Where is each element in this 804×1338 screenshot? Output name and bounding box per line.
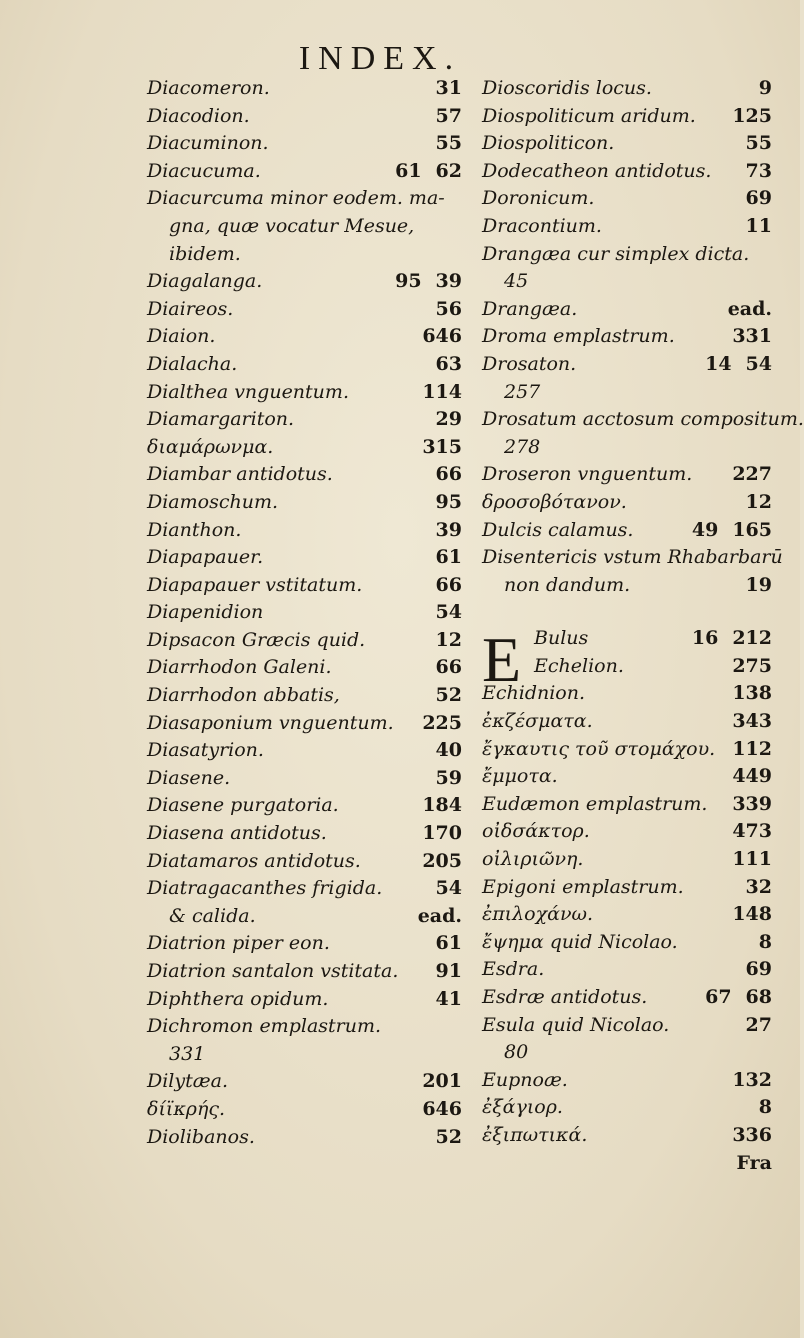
page-reference — [412, 903, 462, 931]
left-column — [147, 75, 462, 1151]
index-entry — [482, 461, 772, 489]
index-term: Dracontium. — [482, 214, 602, 237]
drop-cap-letter: E — [482, 624, 522, 695]
page-reference — [430, 406, 462, 434]
page-number: 148 — [732, 903, 772, 926]
page-reference — [430, 517, 462, 545]
index-entry — [482, 846, 772, 874]
index-entry — [482, 901, 772, 929]
page-number: Fra — [736, 1151, 772, 1174]
page-reference — [430, 572, 462, 600]
page-reference — [430, 296, 462, 324]
page-reference — [726, 103, 772, 131]
index-entry — [147, 627, 462, 655]
index-entry — [147, 544, 462, 572]
index-entry — [482, 544, 783, 572]
page-number: 11 — [745, 214, 772, 237]
index-term: Diapenidion — [147, 601, 264, 624]
index-entry — [482, 708, 772, 736]
page-reference — [722, 296, 772, 324]
page-number: 57 — [435, 104, 462, 127]
page-number: 275 — [732, 654, 772, 677]
page-number: 473 — [732, 820, 772, 843]
index-entry — [147, 185, 462, 213]
page-reference — [726, 736, 772, 764]
index-entry — [147, 986, 462, 1014]
index-entry — [482, 268, 772, 296]
page-number: 132 — [732, 1068, 772, 1091]
page-number: 39 — [435, 518, 462, 541]
index-term: Drangæa. — [482, 297, 578, 320]
page-number: 68 — [745, 986, 772, 1008]
index-entry — [147, 848, 462, 876]
index-term: δίϊκρής. — [147, 1097, 226, 1120]
page-number: 14 — [705, 352, 732, 375]
index-entry — [147, 572, 462, 600]
page-number: 95 — [395, 270, 422, 293]
index-term: Dulcis calamus. — [482, 518, 634, 541]
page-number: 8 — [758, 930, 772, 953]
page-reference — [740, 158, 772, 186]
index-entry — [147, 379, 462, 407]
page-reference — [416, 792, 462, 820]
page-number: 12 — [745, 490, 772, 513]
index-entry — [147, 241, 462, 269]
index-entry — [147, 765, 462, 793]
page-reference — [430, 103, 462, 131]
page-number: 111 — [732, 848, 772, 871]
page-reference — [753, 1094, 772, 1122]
page-reference — [430, 958, 462, 986]
index-term: δροσοβότανον. — [482, 490, 627, 513]
page-number: 112 — [732, 737, 772, 760]
index-entry — [147, 461, 462, 489]
index-entry — [482, 818, 772, 846]
page-reference — [430, 737, 462, 765]
page-number: 12 — [435, 628, 462, 651]
index-term: οἰδσάκτορ. — [482, 820, 590, 843]
index-entry — [147, 710, 462, 738]
index-term: Droseron vnguentum. — [482, 463, 693, 486]
index-term: Diamoschum. — [147, 490, 279, 513]
index-entry — [482, 351, 772, 379]
index-term: Diasaponium vnguentum. — [147, 711, 394, 734]
index-entry — [482, 763, 772, 791]
index-term: Diolibanos. — [147, 1125, 255, 1148]
page-number: 331 — [732, 325, 772, 348]
index-entry — [482, 736, 772, 764]
index-entry — [147, 820, 462, 848]
page-reference — [430, 351, 462, 379]
index-entry — [482, 1067, 772, 1095]
page-number: 339 — [732, 792, 772, 815]
index-term: Esula quid Nicolao. — [482, 1013, 670, 1036]
index-term: Diacomeron. — [147, 77, 270, 99]
index-entry — [147, 158, 462, 186]
page-reference — [726, 846, 772, 874]
index-entry — [482, 1012, 772, 1040]
page-reference — [699, 351, 772, 379]
page-number: 114 — [422, 380, 462, 403]
page-number: 39 — [435, 270, 462, 293]
index-entry — [482, 1094, 772, 1122]
index-entry — [482, 517, 772, 545]
page-reference — [686, 625, 772, 653]
index-term: Diatrion piper eon. — [147, 932, 330, 955]
page-reference — [726, 1067, 772, 1095]
index-entry — [482, 984, 772, 1012]
page-number: 184 — [422, 794, 462, 817]
index-entry — [147, 792, 462, 820]
page-number: 29 — [435, 408, 462, 431]
index-entry — [482, 929, 772, 957]
page-number: 69 — [745, 187, 772, 210]
index-term: 45 — [504, 270, 529, 293]
index-entry — [482, 323, 772, 351]
page-number: 66 — [435, 656, 462, 679]
index-term: Diospoliticon. — [482, 132, 615, 155]
index-entry — [482, 956, 772, 984]
page-number: 63 — [435, 352, 462, 375]
index-term: Diasatyrion. — [147, 739, 264, 762]
page-number: 61 — [435, 932, 462, 955]
index-term: Bulus — [534, 627, 589, 650]
page-reference — [740, 874, 772, 902]
page-number: 8 — [758, 1096, 772, 1119]
index-entry — [147, 1096, 462, 1124]
page-reference — [740, 130, 772, 158]
index-entry — [147, 75, 462, 103]
index-term: 257 — [504, 380, 541, 403]
index-entry — [147, 268, 462, 296]
page-number: 95 — [435, 490, 462, 513]
index-term: Dioscoridis locus. — [482, 77, 652, 99]
page-reference — [389, 158, 462, 186]
page-number: 54 — [745, 352, 772, 375]
page-reference — [416, 820, 462, 848]
index-term: Eupnoæ. — [482, 1068, 568, 1091]
index-entry — [147, 875, 462, 903]
index-term: ἐπιλοχάνω. — [482, 903, 594, 926]
index-entry — [147, 103, 462, 131]
page-reference — [726, 901, 772, 929]
index-term: Diacucuma. — [147, 159, 261, 182]
index-entry — [482, 572, 772, 600]
page-reference — [726, 323, 772, 351]
page-number: ead. — [417, 904, 462, 927]
page-number: 55 — [435, 132, 462, 155]
page-number: 225 — [422, 711, 462, 734]
index-term: Dilytæa. — [147, 1070, 228, 1093]
index-term: Dialacha. — [147, 352, 238, 375]
page-number: 41 — [435, 987, 462, 1010]
page-reference — [726, 461, 772, 489]
index-entry — [482, 213, 772, 241]
index-term: Esdra. — [482, 958, 545, 981]
index-entry — [147, 903, 462, 931]
page-number: 227 — [732, 463, 772, 486]
page-reference — [740, 956, 772, 984]
index-entry — [482, 241, 772, 269]
index-term: Diospoliticum aridum. — [482, 104, 696, 127]
page-number: 55 — [745, 132, 772, 155]
page-number: 69 — [745, 958, 772, 981]
page-number: 66 — [435, 573, 462, 596]
index-entry — [482, 653, 772, 681]
page-reference — [416, 323, 462, 351]
index-term: διαμάρωνμα. — [147, 435, 274, 458]
index-term: 331 — [169, 1042, 206, 1065]
index-entry — [147, 930, 462, 958]
index-term: Doronicum. — [482, 187, 595, 210]
page-reference — [699, 984, 772, 1012]
index-entry — [482, 489, 772, 517]
page-number: 138 — [732, 682, 772, 705]
index-entry — [482, 75, 772, 103]
page-number: 646 — [422, 325, 462, 348]
page-reference — [740, 489, 772, 517]
index-term: ibidem. — [169, 242, 241, 265]
page-reference — [430, 654, 462, 682]
page-number: 16 — [691, 627, 719, 650]
page-reference — [726, 1122, 772, 1150]
index-term: Disentericis vstum Rhabarbarū — [482, 546, 783, 569]
index-term: Diatrion santalon vstitata. — [147, 960, 399, 982]
index-term: Epigoni emplastrum. — [482, 875, 684, 898]
page-number: 315 — [422, 435, 462, 458]
page-reference — [740, 1012, 772, 1040]
index-entry — [147, 1013, 462, 1041]
index-entry — [482, 1150, 772, 1178]
index-term: Diasena antidotus. — [147, 822, 327, 845]
index-term: non dandum. — [504, 573, 631, 596]
index-term: Diambar antidotus. — [147, 463, 333, 486]
page-reference — [416, 1096, 462, 1124]
index-term: Diacodion. — [147, 104, 250, 127]
index-term: gna, quæ vocatur Mesue, — [169, 214, 415, 237]
index-entry — [482, 185, 772, 213]
page-number: 66 — [435, 463, 462, 486]
index-entry — [482, 1122, 772, 1150]
index-term: ἐξάγιορ. — [482, 1096, 563, 1119]
index-entry — [482, 158, 772, 186]
index-entry — [147, 296, 462, 324]
index-entry — [482, 296, 772, 324]
index-entry — [147, 1124, 462, 1152]
page-reference — [740, 185, 772, 213]
page-number: 449 — [732, 765, 772, 788]
page-reference — [430, 130, 462, 158]
index-entry — [482, 680, 772, 708]
index-term: Diapapauer. — [147, 546, 264, 569]
page-number: 54 — [435, 877, 462, 900]
index-term: οἰλιριῶνη. — [482, 848, 584, 871]
index-entry — [147, 434, 462, 462]
index-term: Diatragacanthes frigida. — [147, 877, 383, 900]
page-title: INDEX. — [298, 40, 462, 77]
page-reference — [726, 680, 772, 708]
index-entry — [482, 874, 772, 902]
page-number: 336 — [732, 1123, 772, 1146]
page-number: 49 — [691, 518, 719, 541]
index-term: Diagalanga. — [147, 270, 263, 293]
index-entry — [482, 130, 772, 158]
index-term: Eudæmon emplastrum. — [482, 792, 708, 815]
index-term: Diaireos. — [147, 297, 234, 320]
page-reference — [753, 75, 772, 103]
page-reference — [726, 708, 772, 736]
page-reference — [430, 489, 462, 517]
index-term: ἔμμοτα. — [482, 765, 558, 788]
page-number: 61 — [395, 159, 422, 182]
page-number: 59 — [435, 766, 462, 789]
index-term: ἐξιπωτικά. — [482, 1123, 588, 1146]
page-number: ead. — [727, 297, 772, 320]
page-reference — [430, 461, 462, 489]
page-reference — [726, 791, 772, 819]
index-term: & calida. — [169, 904, 256, 927]
page-number: 27 — [745, 1013, 772, 1036]
index-term: Diamargariton. — [147, 408, 295, 431]
index-term: Echidnion. — [482, 682, 586, 705]
index-entry — [147, 1068, 462, 1096]
index-term: Diphthera opidum. — [147, 987, 329, 1010]
page-number: 54 — [435, 601, 462, 624]
page-reference — [740, 572, 772, 600]
index-term: Drosatum acctosum compositum. — [482, 408, 804, 431]
right-column — [482, 75, 804, 1177]
page-number: 56 — [435, 297, 462, 320]
page-reference — [726, 653, 772, 681]
index-term: Dianthon. — [147, 518, 242, 541]
page-reference — [416, 1068, 462, 1096]
index-term: Dialthea vnguentum. — [147, 380, 349, 403]
index-term: Diacurcuma minor eodem. ma- — [147, 187, 445, 210]
index-term: Echelion. — [534, 654, 624, 677]
page-number: 165 — [732, 518, 772, 541]
page-number: 62 — [435, 159, 462, 182]
index-entry — [147, 406, 462, 434]
page-reference — [389, 268, 462, 296]
page-number: 343 — [732, 710, 772, 733]
index-entry — [482, 599, 772, 625]
page-reference — [726, 763, 772, 791]
index-term: Drangæa cur simplex dicta. — [482, 242, 750, 265]
index-term: Dipsacon Græcis quid. — [147, 628, 366, 651]
index-entry — [147, 1041, 462, 1069]
index-entry — [147, 213, 462, 241]
index-term: Diatamaros antidotus. — [147, 849, 361, 872]
index-term: 80 — [504, 1041, 529, 1064]
index-entry — [147, 737, 462, 765]
index-term: 278 — [504, 435, 541, 458]
page-number: 73 — [745, 159, 772, 182]
page-reference — [416, 434, 462, 462]
index-entry — [482, 406, 804, 434]
index-term: Esdræ antidotus. — [482, 986, 648, 1008]
page-number: 170 — [422, 822, 462, 845]
page-reference — [430, 599, 462, 627]
page-number: 61 — [435, 546, 462, 569]
index-entry — [482, 379, 772, 407]
index-term: Diaion. — [147, 325, 216, 348]
page-reference — [753, 929, 772, 957]
index-term: Dichromon emplastrum. — [147, 1015, 382, 1038]
page-number: 19 — [745, 573, 772, 596]
page-reference — [731, 1150, 772, 1178]
page-number: 31 — [435, 77, 462, 99]
page-number: 40 — [435, 739, 462, 762]
index-entry — [147, 323, 462, 351]
index-entry — [147, 351, 462, 379]
page-number: 205 — [422, 849, 462, 872]
page-number: 125 — [732, 104, 772, 127]
index-entry — [147, 958, 462, 986]
index-entry — [147, 654, 462, 682]
index-entry — [147, 682, 462, 710]
index-term: Drosaton. — [482, 352, 577, 375]
index-term: Diacuminon. — [147, 132, 269, 155]
page-number: 52 — [435, 684, 462, 707]
page-reference — [430, 765, 462, 793]
index-entry — [147, 489, 462, 517]
index-entry — [147, 599, 462, 627]
page-reference — [430, 1124, 462, 1152]
index-term: Diarrhodon abbatis, — [147, 684, 340, 707]
page-reference — [430, 986, 462, 1014]
page-number: 201 — [422, 1070, 462, 1093]
index-term: Diarrhodon Galeni. — [147, 656, 332, 679]
index-term: Diapapauer vstitatum. — [147, 573, 363, 596]
index-entry — [482, 625, 772, 653]
page-number: 91 — [435, 960, 462, 982]
page-reference — [430, 875, 462, 903]
page-number: 646 — [422, 1097, 462, 1120]
page-reference — [740, 213, 772, 241]
page-reference — [416, 379, 462, 407]
page-number: 9 — [758, 77, 772, 99]
index-term: Diasene. — [147, 766, 231, 789]
index-entry — [482, 103, 772, 131]
index-term: ἐκζέσματα. — [482, 710, 593, 733]
page-reference — [726, 818, 772, 846]
page-reference — [416, 710, 462, 738]
page-reference — [430, 627, 462, 655]
index-entry — [147, 517, 462, 545]
index-entry — [482, 1039, 772, 1067]
index-term: Dodecatheon antidotus. — [482, 159, 712, 182]
page-number: 212 — [732, 627, 772, 650]
page-reference — [416, 848, 462, 876]
page-reference — [430, 75, 462, 103]
index-term: ἔψημα quid Nicolao. — [482, 930, 678, 953]
page-reference — [430, 682, 462, 710]
page-reference — [430, 544, 462, 572]
page-number: 67 — [705, 986, 732, 1008]
page-reference — [430, 930, 462, 958]
page-number: 32 — [745, 875, 772, 898]
index-entry — [482, 434, 772, 462]
index-entry — [147, 130, 462, 158]
index-term: Diasene purgatoria. — [147, 794, 339, 817]
page-reference — [686, 517, 772, 545]
page-number: 52 — [435, 1125, 462, 1148]
index-entry — [482, 791, 772, 819]
index-term: Droma emplastrum. — [482, 325, 675, 348]
index-term: ἔγκαυτις τοῦ στομάχου. — [482, 737, 716, 760]
